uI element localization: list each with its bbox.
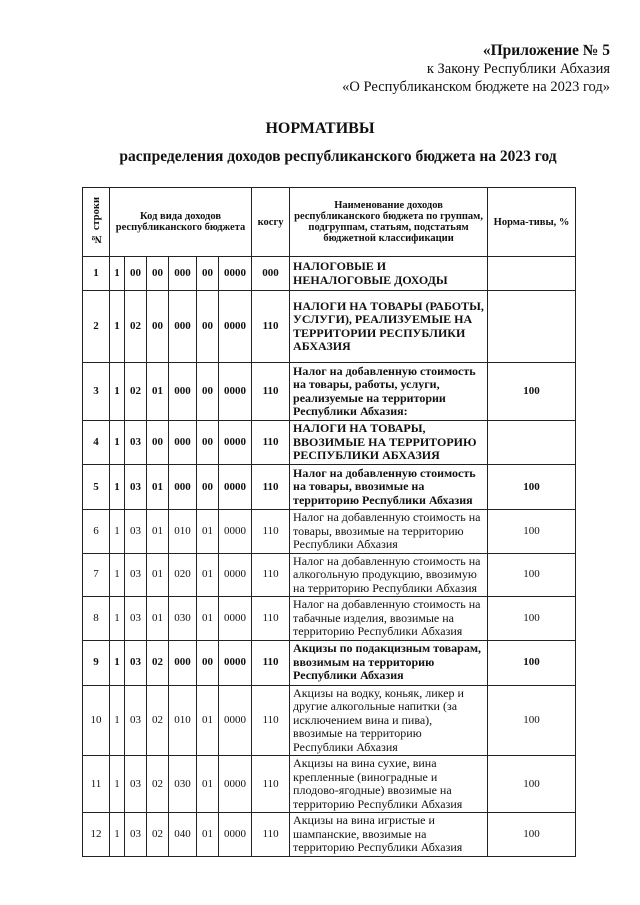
row-number: 5 bbox=[83, 465, 110, 510]
code-subarticle: 030 bbox=[169, 597, 197, 641]
code-subarticle: 000 bbox=[169, 465, 197, 510]
code-group: 1 bbox=[110, 465, 125, 510]
norm-value bbox=[488, 291, 576, 363]
kosgu-code: 110 bbox=[252, 363, 290, 421]
code-subgroup: 03 bbox=[125, 756, 147, 813]
code-subarticle: 000 bbox=[169, 640, 197, 685]
row-number: 8 bbox=[83, 597, 110, 641]
code-subarticle: 000 bbox=[169, 421, 197, 465]
code-subarticle: 020 bbox=[169, 553, 197, 597]
row-number: 3 bbox=[83, 363, 110, 421]
norm-value: 100 bbox=[488, 510, 576, 554]
row-number: 1 bbox=[83, 257, 110, 291]
kosgu-code: 110 bbox=[252, 597, 290, 641]
code-group: 1 bbox=[110, 510, 125, 554]
norm-value: 100 bbox=[488, 597, 576, 641]
norms-table bbox=[82, 187, 576, 857]
code-article: 01 bbox=[147, 510, 169, 554]
row-number: 11 bbox=[83, 756, 110, 813]
code-subarticle: 010 bbox=[169, 510, 197, 554]
kosgu-code: 110 bbox=[252, 421, 290, 465]
code-group: 1 bbox=[110, 640, 125, 685]
table-row bbox=[83, 510, 576, 554]
code-subgroup: 03 bbox=[125, 421, 147, 465]
document-subtitle: распределения доходов республиканского бюджета на 2023 год bbox=[119, 148, 557, 165]
code-group: 1 bbox=[110, 291, 125, 363]
code-element: 01 bbox=[197, 813, 219, 857]
code-group: 1 bbox=[110, 421, 125, 465]
row-number: 7 bbox=[83, 553, 110, 597]
appendix-law-title: «О Республиканском бюджете на 2023 год» bbox=[342, 79, 610, 95]
table-row bbox=[83, 640, 576, 685]
row-number: 4 bbox=[83, 421, 110, 465]
code-article: 02 bbox=[147, 756, 169, 813]
income-name: Акцизы на водку, коньяк, ликер и другие алкогольные напитки (за исключением вина и пива), ввозимые на территорию Республики Абхазия bbox=[290, 685, 488, 756]
code-element: 01 bbox=[197, 756, 219, 813]
code-program: 0000 bbox=[219, 553, 252, 597]
code-program: 0000 bbox=[219, 363, 252, 421]
header-income-name: Наименование доходов республиканского бюджета по группам, подгруппам, статьям, подстатьям бюджетной классификации bbox=[290, 188, 488, 257]
row-number: 12 bbox=[83, 813, 110, 857]
code-group: 1 bbox=[110, 756, 125, 813]
income-name: Налог на добавленную стоимость на табачные изделия, ввозимые на территорию Республики Абхазия bbox=[290, 597, 488, 641]
code-article: 02 bbox=[147, 685, 169, 756]
income-name: НАЛОГИ НА ТОВАРЫ (РАБОТЫ, УСЛУГИ), РЕАЛИЗУЕМЫЕ НА ТЕРРИТОРИИ РЕСПУБЛИКИ АБХАЗИЯ bbox=[290, 291, 488, 363]
norm-value: 100 bbox=[488, 813, 576, 857]
code-subarticle: 040 bbox=[169, 813, 197, 857]
income-name: Налог на добавленную стоимость на товары, ввозимые на территорию Республики Абхазия bbox=[290, 510, 488, 554]
code-element: 01 bbox=[197, 510, 219, 554]
kosgu-code: 110 bbox=[252, 465, 290, 510]
income-name: Налог на добавленную стоимость на алкогольную продукцию, ввозимую на территорию Республики Абхазия bbox=[290, 553, 488, 597]
norm-value: 100 bbox=[488, 465, 576, 510]
code-subgroup: 03 bbox=[125, 510, 147, 554]
norm-value: 100 bbox=[488, 640, 576, 685]
code-element: 00 bbox=[197, 421, 219, 465]
row-number: 2 bbox=[83, 291, 110, 363]
kosgu-code: 110 bbox=[252, 510, 290, 554]
code-subgroup: 03 bbox=[125, 553, 147, 597]
table-header-row bbox=[83, 188, 576, 257]
document-title: НОРМАТИВЫ bbox=[265, 120, 375, 137]
table-row bbox=[83, 465, 576, 510]
kosgu-code: 110 bbox=[252, 813, 290, 857]
kosgu-code: 000 bbox=[252, 257, 290, 291]
kosgu-code: 110 bbox=[252, 553, 290, 597]
code-subarticle: 010 bbox=[169, 685, 197, 756]
code-element: 00 bbox=[197, 257, 219, 291]
code-element: 00 bbox=[197, 363, 219, 421]
code-subarticle: 030 bbox=[169, 756, 197, 813]
norm-value: 100 bbox=[488, 756, 576, 813]
kosgu-code: 110 bbox=[252, 685, 290, 756]
code-group: 1 bbox=[110, 363, 125, 421]
code-program: 0000 bbox=[219, 510, 252, 554]
header-norm-percent: Норма-тивы, % bbox=[488, 188, 576, 257]
code-subgroup: 02 bbox=[125, 363, 147, 421]
code-article: 00 bbox=[147, 421, 169, 465]
income-name: Акцизы по подакцизным товарам, ввозимым на территорию Республики Абхазия bbox=[290, 640, 488, 685]
header-kosgu: косгу bbox=[252, 188, 290, 257]
code-program: 0000 bbox=[219, 813, 252, 857]
code-group: 1 bbox=[110, 553, 125, 597]
table-row bbox=[83, 685, 576, 756]
code-article: 02 bbox=[147, 813, 169, 857]
income-name: НАЛОГИ НА ТОВАРЫ, ВВОЗИМЫЕ НА ТЕРРИТОРИЮ РЕСПУБЛИКИ АБХАЗИЯ bbox=[290, 421, 488, 465]
row-number: 9 bbox=[83, 640, 110, 685]
code-element: 00 bbox=[197, 465, 219, 510]
code-group: 1 bbox=[110, 597, 125, 641]
code-subgroup: 02 bbox=[125, 291, 147, 363]
code-subgroup: 03 bbox=[125, 465, 147, 510]
table-row bbox=[83, 597, 576, 641]
header-row-number: № строки bbox=[83, 188, 110, 257]
code-program: 0000 bbox=[219, 291, 252, 363]
code-subgroup: 03 bbox=[125, 813, 147, 857]
code-subgroup: 03 bbox=[125, 685, 147, 756]
income-name: Налог на добавленную стоимость на товары, работы, услуги, реализуемые на территории Республики Абхазия: bbox=[290, 363, 488, 421]
code-program: 0000 bbox=[219, 640, 252, 685]
row-number: 10 bbox=[83, 685, 110, 756]
code-article: 01 bbox=[147, 363, 169, 421]
appendix-number: «Приложение № 5 bbox=[482, 42, 610, 59]
norm-value bbox=[488, 257, 576, 291]
income-name: Акцизы на вина сухие, вина крепленные (виноградные и плодово-ягодные) ввозимые на территорию Республики Абхазия bbox=[290, 756, 488, 813]
code-element: 01 bbox=[197, 685, 219, 756]
code-subgroup: 03 bbox=[125, 597, 147, 641]
code-element: 01 bbox=[197, 553, 219, 597]
income-name: НАЛОГОВЫЕ И НЕНАЛОГОВЫЕ ДОХОДЫ bbox=[290, 257, 488, 291]
code-article: 01 bbox=[147, 553, 169, 597]
appendix-law-reference: к Закону Республики Абхазия bbox=[426, 61, 610, 77]
code-program: 0000 bbox=[219, 756, 252, 813]
code-program: 0000 bbox=[219, 465, 252, 510]
table-row bbox=[83, 421, 576, 465]
norm-value: 100 bbox=[488, 685, 576, 756]
code-element: 00 bbox=[197, 291, 219, 363]
code-program: 0000 bbox=[219, 597, 252, 641]
kosgu-code: 110 bbox=[252, 756, 290, 813]
code-subarticle: 000 bbox=[169, 291, 197, 363]
income-name: Налог на добавленную стоимость на товары, ввозимые на территорию Республики Абхазия bbox=[290, 465, 488, 510]
table-row bbox=[83, 813, 576, 857]
row-number: 6 bbox=[83, 510, 110, 554]
code-article: 02 bbox=[147, 640, 169, 685]
code-program: 0000 bbox=[219, 685, 252, 756]
code-program: 0000 bbox=[219, 421, 252, 465]
code-article: 01 bbox=[147, 465, 169, 510]
table-row bbox=[83, 291, 576, 363]
norm-value bbox=[488, 421, 576, 465]
code-article: 00 bbox=[147, 291, 169, 363]
code-article: 01 bbox=[147, 597, 169, 641]
table-row bbox=[83, 756, 576, 813]
table-row bbox=[83, 363, 576, 421]
code-subgroup: 03 bbox=[125, 640, 147, 685]
code-group: 1 bbox=[110, 813, 125, 857]
kosgu-code: 110 bbox=[252, 640, 290, 685]
code-subarticle: 000 bbox=[169, 257, 197, 291]
code-group: 1 bbox=[110, 257, 125, 291]
code-subarticle: 000 bbox=[169, 363, 197, 421]
norm-value: 100 bbox=[488, 553, 576, 597]
code-element: 00 bbox=[197, 640, 219, 685]
table-row bbox=[83, 257, 576, 291]
income-name: Акцизы на вина игристые и шампанские, ввозимые на территорию Республики Абхазия bbox=[290, 813, 488, 857]
code-group: 1 bbox=[110, 685, 125, 756]
code-element: 01 bbox=[197, 597, 219, 641]
code-subgroup: 00 bbox=[125, 257, 147, 291]
header-income-code: Код вида доходов республиканского бюджета bbox=[110, 188, 252, 257]
code-program: 0000 bbox=[219, 257, 252, 291]
table-row bbox=[83, 553, 576, 597]
kosgu-code: 110 bbox=[252, 291, 290, 363]
norm-value: 100 bbox=[488, 363, 576, 421]
code-article: 00 bbox=[147, 257, 169, 291]
